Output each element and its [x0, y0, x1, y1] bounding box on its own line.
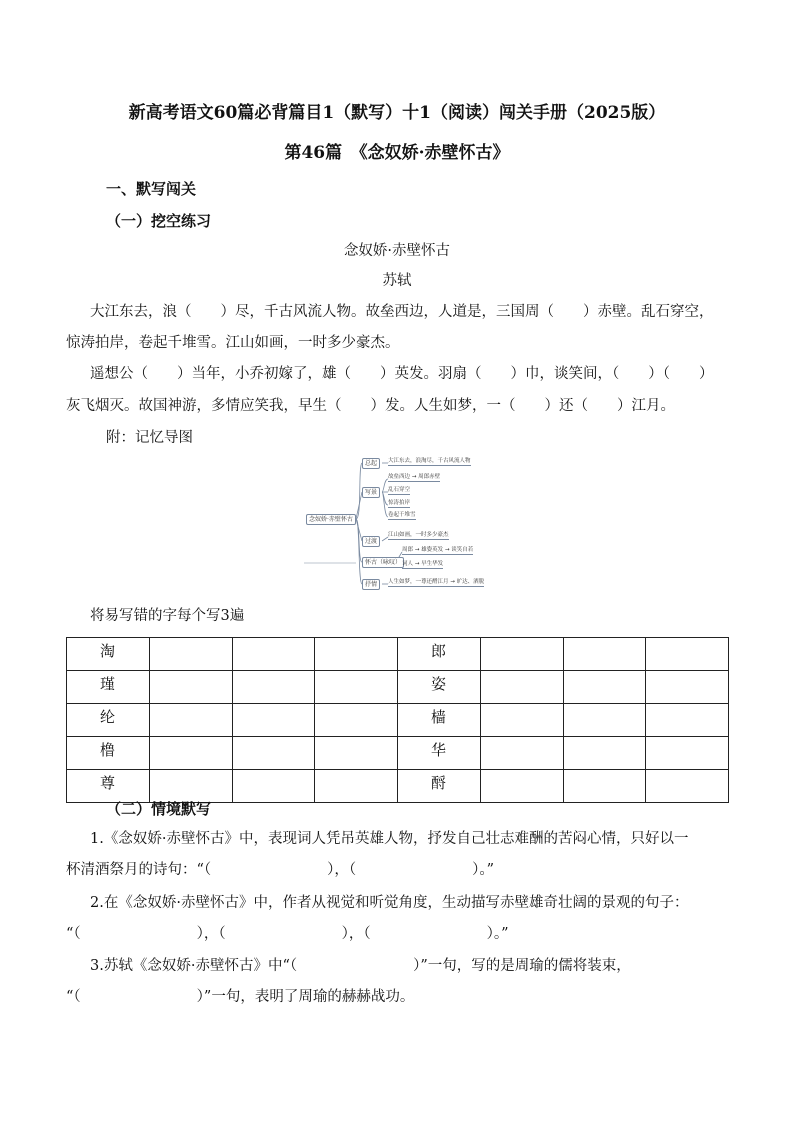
practice-cell[interactable]: [315, 770, 398, 803]
question-line: “（ ），（ ），（ ）。”: [66, 926, 509, 942]
mind-map-leaf: 词人 → 早生华发: [402, 561, 444, 567]
section-heading: 一、默写闯关: [106, 180, 197, 198]
table-row: [67, 737, 729, 770]
mind-map-leaf: 周郎 → 雄姿英发 → 谈笑自若: [402, 547, 474, 553]
practice-cell[interactable]: [646, 770, 729, 803]
practice-cell[interactable]: [232, 638, 315, 671]
mind-map-branch: 写景: [362, 487, 380, 498]
practice-instruction: 将易写错的字每个写3遍: [90, 608, 245, 624]
mind-map-branch: 抒情: [362, 579, 380, 590]
practice-cell[interactable]: [563, 671, 646, 704]
practice-character: 纶: [67, 704, 150, 737]
mind-map-leaf: 乱石穿空: [388, 487, 411, 493]
practice-cell[interactable]: [232, 770, 315, 803]
question-line: 3.苏轼《念奴娇·赤壁怀古》中“（ ）”一句，写的是周瑜的儒将装束，: [90, 958, 631, 974]
practice-cell[interactable]: [480, 671, 563, 704]
practice-cell[interactable]: [480, 638, 563, 671]
practice-cell[interactable]: [646, 638, 729, 671]
practice-cell[interactable]: [315, 704, 398, 737]
practice-cell[interactable]: [150, 737, 233, 770]
practice-cell[interactable]: [646, 671, 729, 704]
mind-map-branch: 过渡: [362, 536, 380, 547]
article-title: 第46篇 《念奴娇·赤壁怀古》: [284, 143, 510, 163]
table-row: [67, 671, 729, 704]
practice-character: 橹: [67, 737, 150, 770]
question-line: “（ ）”一句，表明了周瑜的赫赫战功。: [66, 989, 415, 1005]
practice-character: 姿: [397, 671, 480, 704]
practice-character: 樯: [397, 704, 480, 737]
mind-map-root: 念奴娇·赤壁怀古: [306, 514, 356, 525]
question-line: 1.《念奴娇·赤壁怀古》中，表现词人凭吊英雄人物，抒发自己壮志难酬的苦闷心情，只好以一: [90, 831, 689, 847]
practice-character: 华: [397, 737, 480, 770]
practice-cell[interactable]: [315, 638, 398, 671]
question-line: 2.在《念奴娇·赤壁怀古》中，作者从视觉和听觉角度，生动描写赤壁雄奇壮阔的景观的句子：: [90, 895, 689, 911]
subsection-heading-situational: （二）情境默写: [106, 800, 212, 818]
mind-map-branch: 怀古（咏叹）: [362, 557, 404, 568]
practice-cell[interactable]: [563, 638, 646, 671]
mind-map-leaf: 惊涛拍岸: [388, 500, 411, 506]
practice-cell[interactable]: [646, 704, 729, 737]
poem-author: 苏轼: [382, 273, 412, 289]
appendix-label: 附：记忆导图: [106, 430, 193, 446]
practice-cell[interactable]: [480, 737, 563, 770]
poem-line: 大江东去，浪（ ）尽，千古风流人物。故垒西边，人道是，三国周（ ）赤壁。乱石穿空，: [90, 304, 714, 320]
poem-line: 遥想公（ ）当年，小乔初嫁了，雄（ ）英发。羽扇（ ）巾，谈笑间，（ ）（ ）: [90, 366, 714, 382]
practice-character: 郎: [397, 638, 480, 671]
memory-mind-map: [304, 455, 488, 593]
practice-cell[interactable]: [150, 671, 233, 704]
practice-cell[interactable]: [232, 737, 315, 770]
mind-map-leaf: 大江东去，浪淘尽，千古风流人物: [388, 458, 471, 464]
document-title: 新高考语文60篇必背篇目1（默写）十1（阅读）闯关手册（2025版）: [128, 103, 666, 123]
poem-line: 灰飞烟灭。故国神游，多情应笑我，早生（ ）发。人生如梦，一（ ）还（ ）江月。: [66, 398, 675, 414]
practice-character: 淘: [67, 638, 150, 671]
practice-cell[interactable]: [563, 770, 646, 803]
practice-character: 瑾: [67, 671, 150, 704]
practice-cell[interactable]: [315, 671, 398, 704]
practice-character: 酹: [397, 770, 480, 803]
table-row: [67, 638, 729, 671]
subsection-heading-fill-blank: （一）挖空练习: [106, 212, 212, 230]
character-practice-table: [66, 637, 729, 803]
mind-map-leaf: 卷起千堆雪: [388, 512, 416, 518]
practice-cell[interactable]: [232, 671, 315, 704]
practice-cell[interactable]: [563, 704, 646, 737]
practice-cell[interactable]: [150, 704, 233, 737]
mind-map-branch: 总起: [362, 458, 380, 469]
mind-map-leaf: 故垒西边 → 周郎赤壁: [388, 474, 441, 480]
table-row: [67, 704, 729, 737]
practice-cell[interactable]: [232, 704, 315, 737]
practice-cell[interactable]: [480, 704, 563, 737]
poem-line: 惊涛拍岸，卷起千堆雪。江山如画，一时多少豪杰。: [66, 335, 400, 351]
mind-map-leaf: 江山如画，一时多少豪杰: [388, 532, 449, 538]
practice-cell[interactable]: [150, 638, 233, 671]
practice-cell[interactable]: [315, 737, 398, 770]
practice-character: 尊: [67, 770, 150, 803]
practice-cell[interactable]: [563, 737, 646, 770]
poem-title: 念奴娇·赤壁怀古: [343, 243, 451, 259]
mind-map-leaf: 人生如梦，一尊还酹江月 → 旷达、洒脱: [388, 579, 485, 585]
practice-cell[interactable]: [480, 770, 563, 803]
practice-cell[interactable]: [646, 737, 729, 770]
question-line: 杯清酒祭月的诗句：“（ ），（ ）。”: [66, 862, 495, 878]
